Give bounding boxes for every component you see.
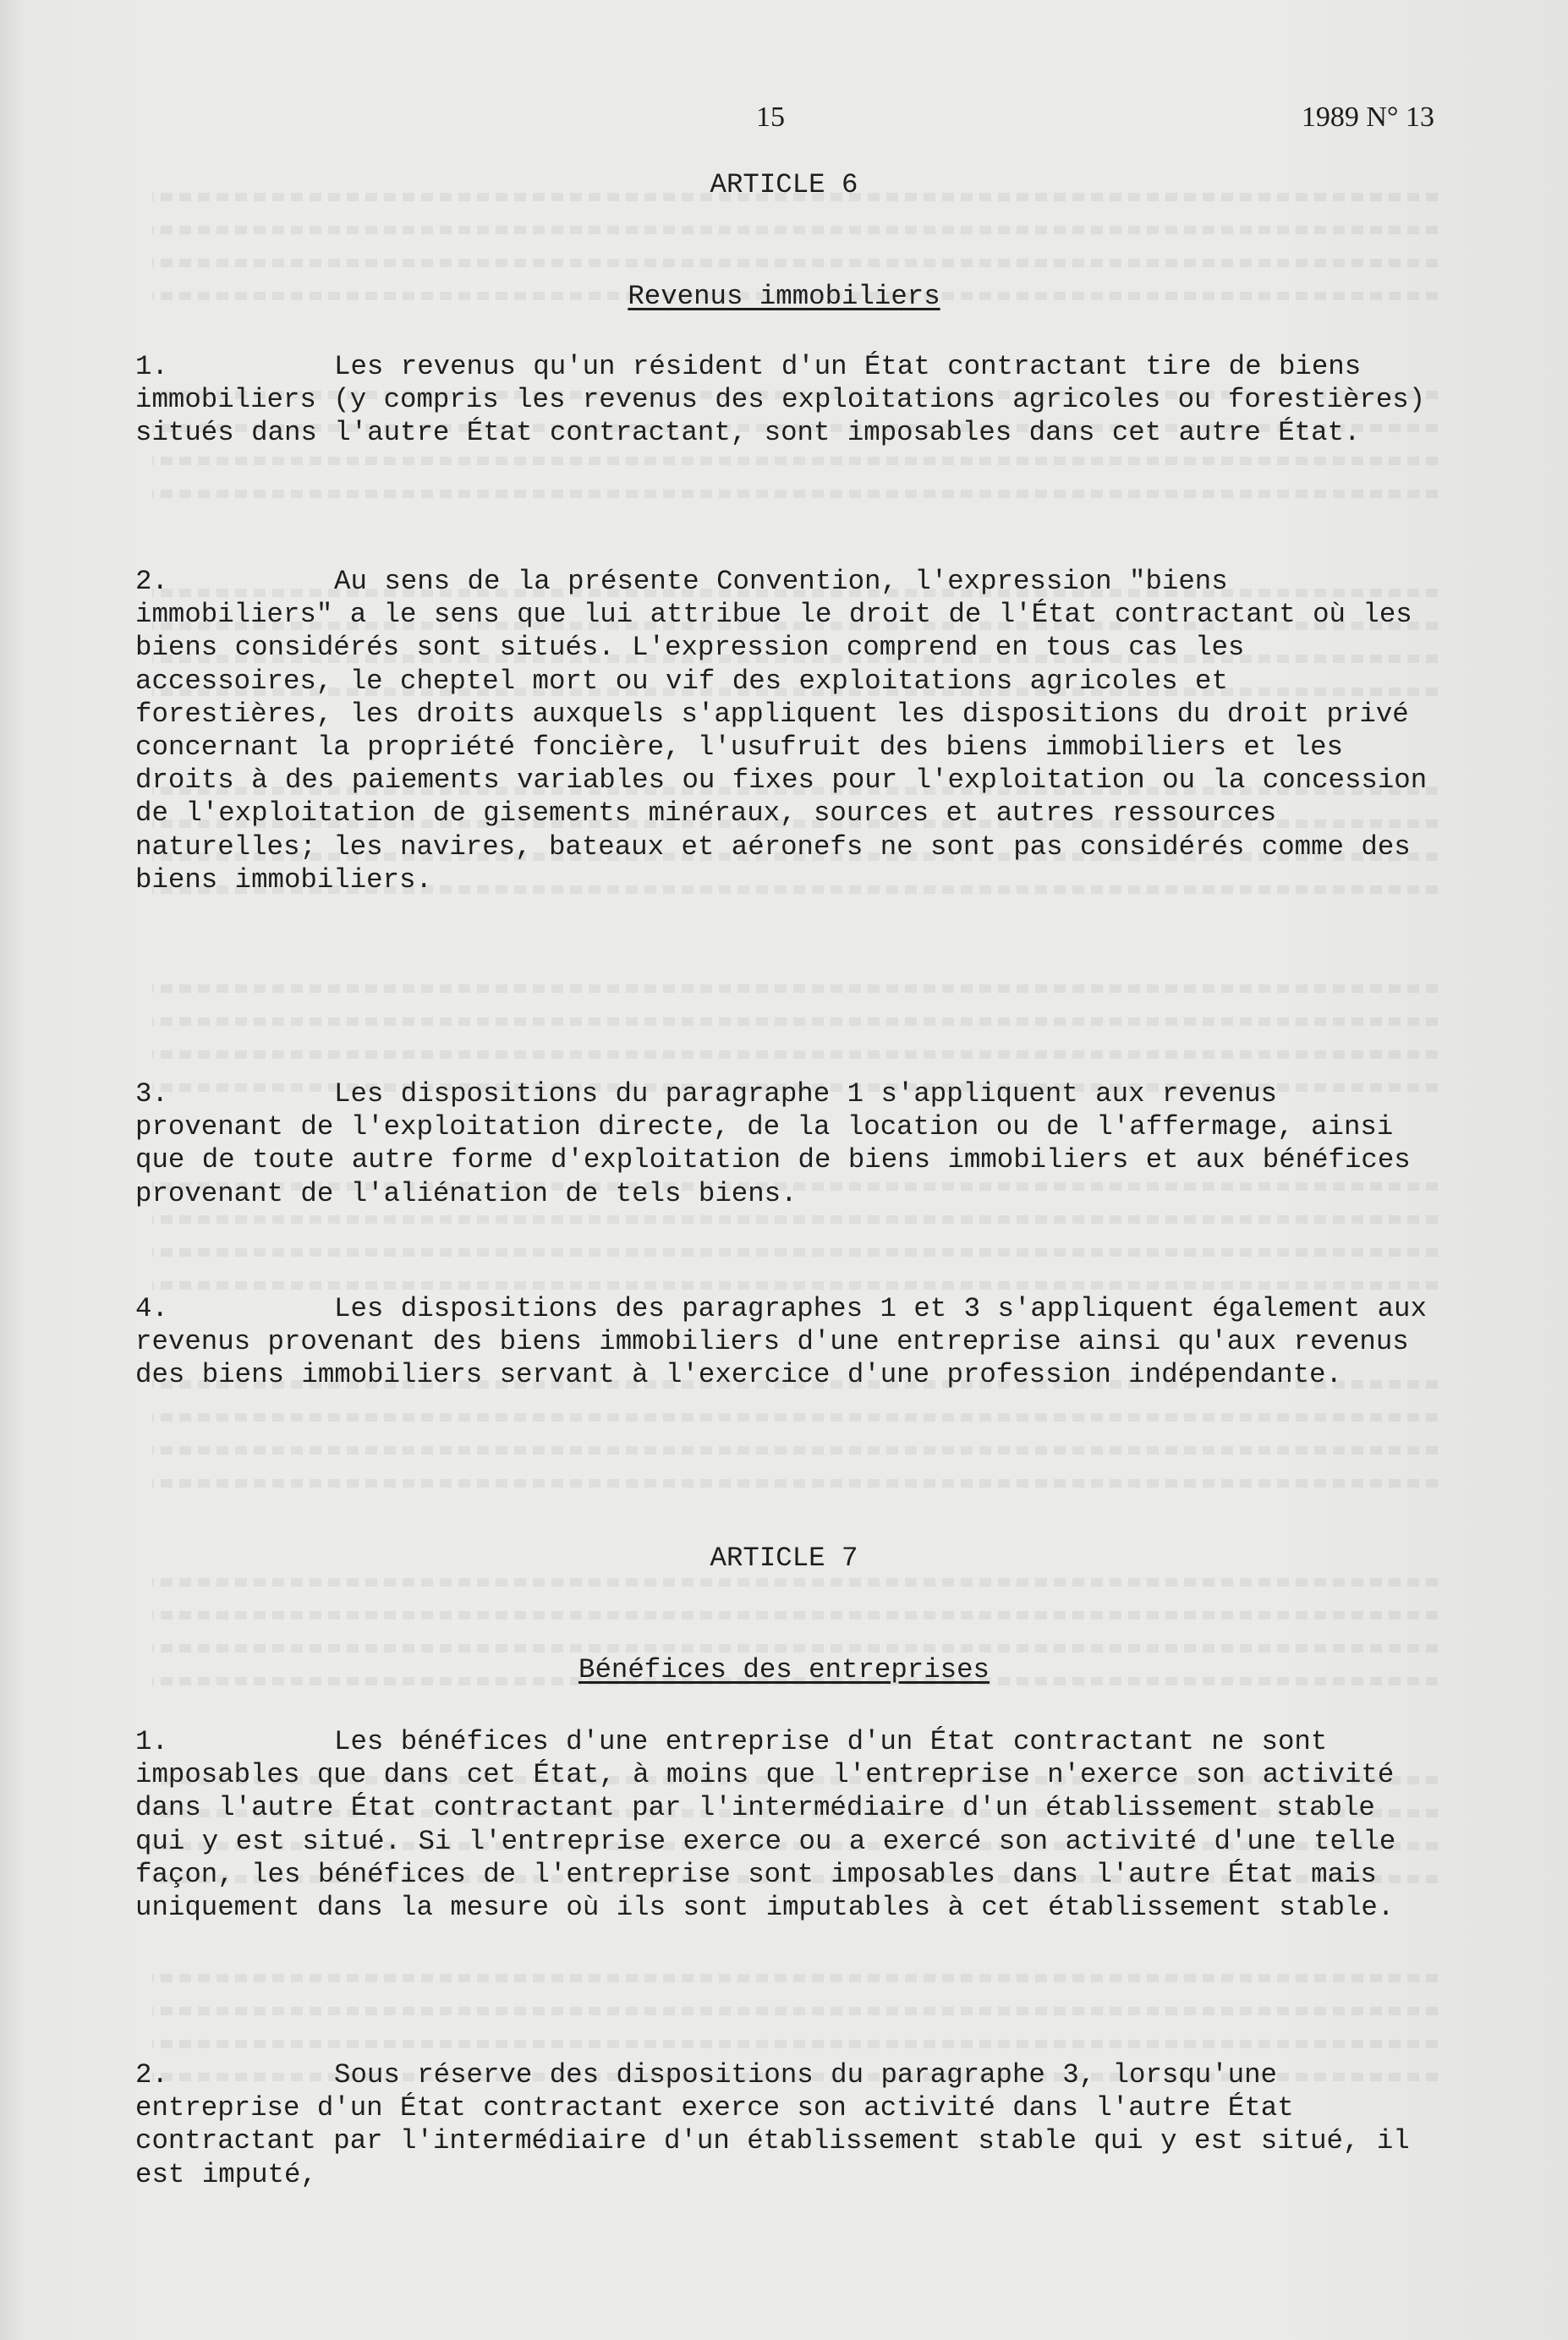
- paragraph-number: 4.: [135, 1293, 168, 1324]
- article-6-paragraph-3: [135, 1077, 1438, 1210]
- paragraph-number: 2.: [135, 566, 168, 597]
- article-7-subtitle: [0, 1654, 1568, 1685]
- document-reference: 1989 N° 13: [1301, 101, 1434, 133]
- paragraph-text: Les bénéfices d'une entreprise d'un État contractant ne sont imposables que dans cet État, à moins que l'entreprise n'exerce son activité dans l'autre État contractant par l'intermédiaire d'un établissement stable qui y est situé. Si l'entreprise exerce ou a exercé son activité d'une telle façon, les bénéfices de l'entreprise sont imposables dans l'autre État mais uniquement dans la mesure où ils sont imputables à cet établissement stable.: [135, 1726, 1396, 1924]
- paragraph-text: Les revenus qu'un résident d'un État contractant tire de biens immobiliers (y compris les revenus des exploitations agricoles ou forestières) situés dans l'autre État contractant, sont imposables dans cet autre État.: [135, 351, 1426, 449]
- article-6-title: ARTICLE 6: [710, 169, 858, 200]
- paragraph-number: 1.: [135, 351, 168, 382]
- article-7-paragraph-2: [135, 2058, 1438, 2191]
- paragraph-number: 1.: [135, 1726, 168, 1757]
- article-6-paragraph-4: [135, 1292, 1438, 1392]
- article-6-subtitle-text: Revenus immobiliers: [628, 281, 940, 312]
- paragraph-text: Les dispositions des paragraphes 1 et 3 s'appliquent également aux revenus provenant des biens immobiliers d'une entreprise ainsi qu'aux revenus des biens immobiliers servant à l'exercice d'une profession indépendante.: [135, 1293, 1427, 1391]
- article-6-paragraph-1: [135, 350, 1438, 450]
- article-6-subtitle: [0, 281, 1568, 312]
- page-number: 15: [756, 101, 785, 133]
- article-7-title: ARTICLE 7: [710, 1543, 858, 1574]
- paragraph-number: 2.: [135, 2059, 168, 2091]
- article-7-paragraph-1: [135, 1725, 1438, 1924]
- paragraph-number: 3.: [135, 1078, 168, 1110]
- article-7-subtitle-text: Bénéfices des entreprises: [578, 1654, 990, 1685]
- paragraph-text: Sous réserve des dispositions du paragraphe 3, lorsqu'une entreprise d'un État contractant exerce son activité dans l'autre État contractant par l'intermédiaire d'un établissement stable qui y est situé, il est imputé,: [135, 2059, 1410, 2190]
- article-6-paragraph-2: [135, 565, 1438, 896]
- paragraph-text: Au sens de la présente Convention, l'expression "biens immobiliers" a le sens que lui attribue le droit de l'État contractant où les biens considérés sont situés. L'expression comprend en tous cas les accessoires, le cheptel mort ou vif des exploitations agricoles et forestières, les droits auxquels s'appliquent les dispositions du droit privé concernant la propriété foncière, l'usufruit des biens immobiliers et les droits à des paiements variables ou fixes pour l'exploitation ou la concession de l'exploitation de gisements minéraux, sources et autres ressources naturelles; les navires, bateaux et aéronefs ne sont pas considérés comme des biens immobiliers.: [135, 566, 1428, 896]
- paragraph-text: Les dispositions du paragraphe 1 s'appliquent aux revenus provenant de l'exploitation directe, de la location ou de l'affermage, ainsi que de toute autre forme d'exploitation de biens immobiliers et aux bénéfices provenant de l'aliénation de tels biens.: [135, 1078, 1411, 1209]
